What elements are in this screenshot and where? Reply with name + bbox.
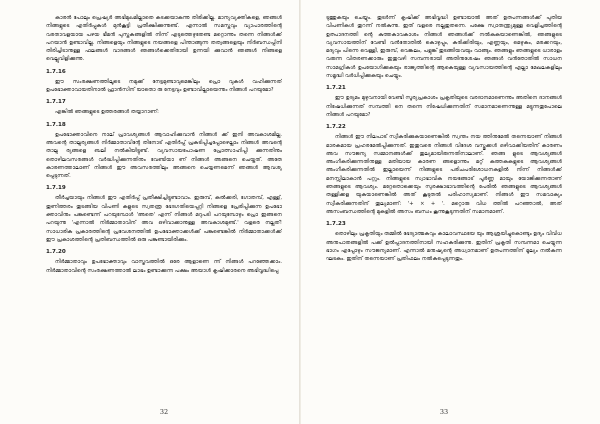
section-number: 1.7.17 xyxy=(46,99,66,106)
paragraph: കാരൻ പോലും പ്രെഷ്യർ അഭിമുഖമില്ലാതെ കടക്കയാകുന്നു തിരിക്കില്ല. മാന്യവ്യക്തികളെ, ഞങ്ങൾ നിങ്ങളുടെ എതിർപ്പുകൾ മുൻകൂട്ടി പ്രതീക്ഷിക്കുന്നുണ്ട്. എന്നാൽ സമസ്തവും വ്യാപാരത്തിന്റെ വരതാവളയായ പഴയ ഭീമൻ പുസ്തകങ്ങളിൽ നിന്ന് എടുത്തെഴുതേണ്ട മറ്റൊന്നും തന്നെ നിങ്ങൾക്ക് പറയാൻ ഉണ്ടാവില്ല. നിങ്ങളെയും നിങ്ങളുടെ നയങ്ങളെ പിന്താങ്ങുന്ന തത്വങ്ങളെയും നിർബന്ധപ്പിനി തിരിച്ചിടാനുള്ള ഫലങ്ങൾ വാദങ്ങൾ ഞങ്ങൾക്കെതിരായി ഉന്നയി ക്കുവാൻ ഞങ്ങൾ നിങ്ങളെ വെല്ലുവിളിക്കുന്നു. xyxy=(46,15,282,63)
section-number: 1.7.20 xyxy=(46,249,66,256)
section-number: 1.7.16 xyxy=(46,68,66,75)
right-page-number: 33 xyxy=(439,408,449,416)
section-number: 1.7.19 xyxy=(46,185,66,192)
paragraph: ഉപഭോക്താവിനെ നാല് പ്രാവശ്യങ്ങൾ ആവാഹിക്കുവാൻ നിങ്ങൾ ക്ക് ഇനി അവകാശമില്ല. അവന്റെ താല്പര്യങ്ങൾ നിർമ്മാതാവിന്റേ തിനോട് എതിർപ്പ് പ്രകടിപ്പിച്ചപ്പോഴെല്ലാം നിങ്ങൾ അവന്റെ താല്പ ര്യങ്ങളെ ബലി നൽകിയിട്ടുണ്ട്. വ്യവസായപോഷണ പ്രോത്സാഹിപ്പി ക്കുന്നതിനും തൊഴിലവസരങ്ങൾ വർദ്ധിപ്പിക്കുന്നതിനും വേണ്ടിയാ ണ് നിങ്ങൾ അങ്ങനെ ചെയ്തത്. അതേ കാരണത്താലാണ് നിങ്ങൾ ഈ അവസരത്തിലും അങ്ങനെ ചെയ്യണമെന്ന് ഞങ്ങൾ ആവശ്യ പ്പെടുന്നത്. xyxy=(46,131,282,180)
section-number: 1.7.21 xyxy=(326,85,346,92)
left-page-number: 32 xyxy=(159,408,169,416)
section-number: 1.7.23 xyxy=(326,221,346,228)
paragraph: ഈ ഉദ്യമം മുഴുവനായി വേണ്ടി സൂര്യപ്രകാശം പ്രകൃതിയുടെ വരദാനമാണെന്നും അതിനെ ദാനങ്ങൾ നിഷേധിക്കുന്നത് സമ്പത്തി നെ തന്നെ നിഷേധിക്കുന്നതിന് സമാനമാണെന്നുള്ള മട്ടുന്നതുപോലെ നിങ്ങൾ പറയുമോ? xyxy=(326,95,562,118)
paragraph: എങ്കിൽ ഞങ്ങളുടെ ഉത്തരങ്ങൾ തയ്യാറാണ്: xyxy=(55,109,159,116)
paragraph: ടുത്തുകയും ചെയ്യും. തുടർന്ന് കൃഷിക്ക് അഭിവൃദ്ധി ഉണ്ടായാൽ അത് ഉത്പന്നങ്ങൾക്ക് പുതിയ വിപണികൾ തുറന്ന് നൽകുന്നു. ഇത് വളരെ നല്ലതുതന്നെ. പക്ഷേ സ്വാതന്ത്ര്യമുള്ള വെളിച്ചത്തിന്റെ ഉത്പാദനത്തി ന്റെ കുത്തകാവകാശം നിങ്ങൾ ഞങ്ങൾക്ക് നൽകുകയാണെങ്കിൽ, ഞങ്ങളുടെ വ്യവസായത്തിന് വേണ്ടി വൻതോതിൽ കൊഴുപ്പും, കരിക്കിരിയും, എണ്ണയും, മെഴുകും, മരക്കറയും, മദ്യവും പിന്നെ വെള്ളി, ഇരുമ്പ്, വെങ്കലം, പളുങ്ക് തുടങ്ങിയവയും വാങ്ങും. ഞങ്ങളും ഞങ്ങളുടെ ധാരാളം വരുന്ന വിതരണക്കാരും ഇതുവഴി സമ്പന്നരായി അതിനുശേഷം ഞങ്ങൾ വൻതോതിൽ സാധന സാമഗ്രികൾ ഉപയോഗിക്കുകയും രാജ്യത്തിന്റെ ആകെയുള്ള വ്യവസായത്തിന്റെ എല്ലാ മേഖലകളിലും സമൃദ്ധി വർധിപ്പിക്കുകയും ചെയ്യും. xyxy=(326,15,562,80)
paragraph: നിങ്ങൾ ഈ നിലപാട് സ്വീകരിക്കുകയാണെങ്കിൽ സ്വന്തം നയ ത്തിനുമേൽ തന്നെയാണ് നിങ്ങൾ മാരകമായ പ്രഹരമേൽപ്പിക്കുന്നത്. ഇതുവരെ നിങ്ങൾ വിദേശ വസ്തുക്കൾ ഒഴിവാക്കിയതിന് കാരണം അവ സൗജന്യ സമ്മാനങ്ങൾക്ക് തുല്യമായിരുന്നതിനാലാണ്. ഞങ്ങ ളുടെ ആവശ്യങ്ങൾ അംഗീകരിക്കുന്നതിനുള്ള മതിയായ കാരണ ങ്ങളൊന്നും മറ്റ് കുത്തകകളുടെ ആവശ്യങ്ങൾ അംഗീകരിക്കുന്നതിൽ ഇല്ലായെന്ന് നിങ്ങളുടെ പരിചപരിശോധനകളിൽ നിന്ന് നിങ്ങൾക്ക് മനസ്സിലാകാൻ പറ്റും. നിങ്ങളുടെ സ്വാഭാവിക നയങ്ങോട് പൂർണ്ണ മായും യോജിക്കുന്നതാണ് ഞങ്ങളുടെ ആവശ്യം. മറ്റേതൊക്കെയും സുരക്ഷാഭാവത്തിന്റെ പേരിൽ ഞങ്ങളുടെ ആവശ്യങ്ങൾ തള്ളിക്കള യുകയാണെങ്കിൽ അത് കൂടുതൽ പരിഹാസ്യമാണ്. നിങ്ങൾ ഈ സമവാക്യം സ്വീകരിക്കുന്നതിന് തുല്യമാണ്: '+ × + '. മറ്റൊരു വിധ ത്തിൽ പറഞ്ഞാൽ, അത് അസംബന്ധത്തിന്റെ മുകളിൽ അസം ബന്ധം കൂന്നുകൂടുന്നതിന് സമാനമാണ്. xyxy=(326,134,562,215)
right-page xyxy=(326,14,562,406)
section-number: 1.7.18 xyxy=(46,121,66,128)
book-gutter xyxy=(299,0,301,424)
section-number: 1.7.22 xyxy=(326,124,346,131)
left-page xyxy=(46,14,282,406)
paragraph: തൊഴിലും പ്രകൃതിയും തമ്മിൽ ഭേദ്യാത്മകവും കാലാവസ്ഥയേ യും ആശ്രയിച്ചുകൊണ്ടും ഉദ്യം വിവിധ അനുപാതങ്ങളിൽ പക്ക് ഉൽപ്പാദനത്തിനായി സഹകരിക്കുന്നു. ഇതിന് പ്രകൃതി സമ്പന്നമാ ചെയ്യുന്ന ഭാഗം എപ്പോഴും സൗജന്യമാണ്. എന്നാൽ മനുഷ്യന്റെ അധ്വാനമാണ് ഉത്പന്നത്തിന് മൂല്യം നൽകുന്ന ഘടകം. ഇതിന് തന്നെയാണ് പ്രതിഫലം നൽകപ്പെടുന്നതും. xyxy=(326,231,562,263)
paragraph: നിർമ്മാതാവും ഉപഭോക്താവും വാസ്തവത്തിൽ ഒരേ ആളാണെ ന്ന് നിങ്ങൾ പറഞ്ഞേക്കാം. നിർമ്മാതാവിന്റെ സംരക്ഷണത്താൽ ലാഭം ഉണ്ടാക്കുന്ന പക്ഷം അയാൾ കൃഷിക്കാരനെ അഭിവൃദ്ധിപ്പെ xyxy=(46,259,282,274)
paragraph: തീർച്ചയായും നിങ്ങൾ ഈ എതിർപ്പ് പ്രതീക്ഷിച്ചിട്ടുണ്ടാവാം. ഇരുമ്പ്, കൽക്കരി, ഗോതമ്പ്, എള്ള്, തുണിത്തരം തുടങ്ങിയ വിപണി കളുടെ സ്വതന്ത്ര ഭേദഗതിയെപ്പറ്റി നിങ്ങളെ പ്രേരിപ്പിക്കുന്ന ഉപഭോ ക്താവിനും പങ്കുണ്ടെന്ന് പറയുമ്പോൾ 'അതെ' എന്ന് നിങ്ങൾ മറുപടി പറയുമ്പോഴും പ്രൊ ഇങ്ങനെ പറയുന്നു 'എന്നാൽ നിർമ്മാതാവിന് അവ ഒഴിവാക്കാനുള്ള അവകാശമുണ്ട്.' വളരെ നല്ലത്! സാധാരിക പ്രകാരത്തിന്റെ പ്രവേശനത്തിൽ ഉപഭോക്താക്കൾക്ക് പങ്കുണ്ടെങ്കിൽ നിർമ്മാതാക്കൾക്ക് ഈ പ്രകാശത്തിന്റെ പ്രതിബന്ധത്തിൽ ഒരു പങ്കുണ്ടായിരിക്കും. xyxy=(46,195,282,243)
paragraph: ഈ സംരക്ഷണത്തിലൂടെ നമുക്ക് നേട്ടമുണ്ടാവുമെങ്കിലും പ്രൊ വുകൾ വഹിക്കുന്നത് ഉപഭോക്താവായതിനാൽ ഫ്രാൻസിന് യാതൊ രു നേട്ടവും ഉണ്ടാവില്ലായെന്നും നിങ്ങൾ പറയുമോ? xyxy=(46,78,282,94)
